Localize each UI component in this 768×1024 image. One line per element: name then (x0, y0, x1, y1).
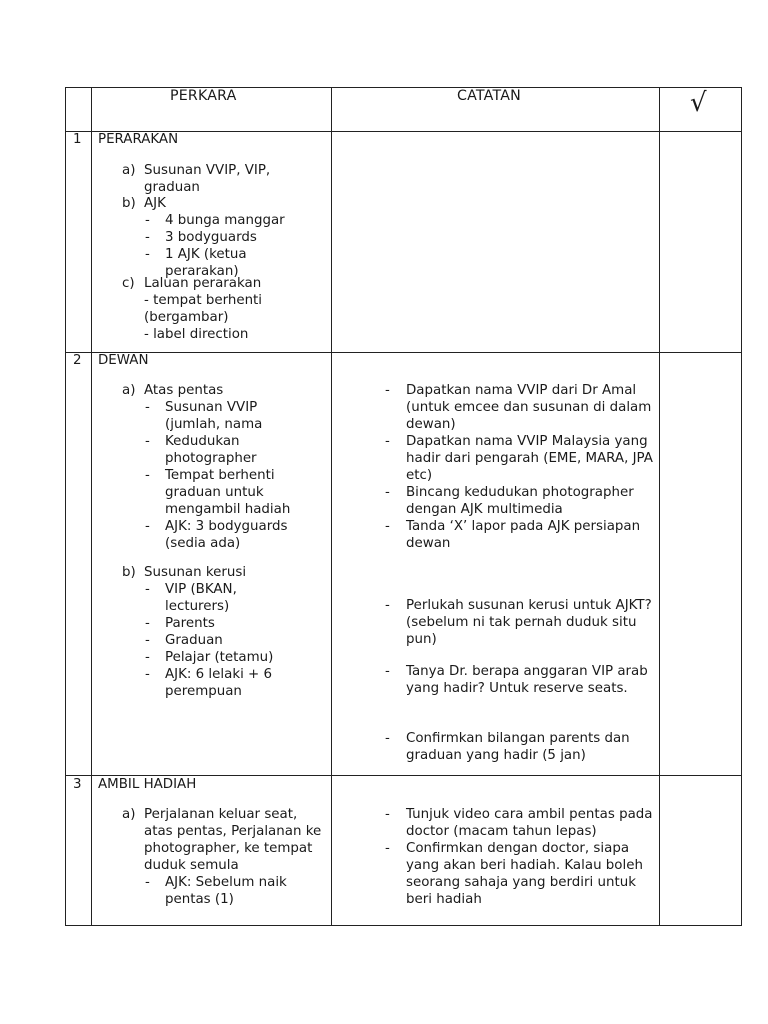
note-item: - Dapatkan nama VVIP dari Dr Amal (untuk emcee dan susunan di dalam dewan) (383, 382, 655, 433)
note-item: - Confirmkan bilangan parents dan graduan yang hadir (5 jan) (383, 730, 655, 764)
sub-list-item: - AJK: 3 bodyguards (sedia ada) (141, 518, 303, 552)
sub-list (141, 399, 303, 552)
sub-list-item: - Kedudukan photographer (141, 433, 303, 467)
sub-list-item: - AJK: 6 lelaki + 6 perempuan (141, 666, 303, 700)
notes-list (383, 597, 655, 648)
row-number: 2 (73, 353, 82, 368)
sub-list (141, 581, 303, 700)
table-border-right (741, 87, 742, 926)
sub-list-item: - Parents (141, 615, 303, 632)
list-item (122, 195, 322, 280)
sub-list-item: - VIP (BKAN, lecturers) (141, 581, 303, 615)
note-item: - Perlukah susunan kerusi untuk AJKT? (sebelum ni tak pernah duduk situ pun) (383, 597, 655, 648)
table-border-bottom (65, 925, 742, 926)
item-label: b) (122, 196, 136, 211)
row-title: PERARAKAN (98, 132, 179, 147)
item-text: Atas pentas (144, 383, 224, 398)
row-number: 3 (73, 777, 82, 792)
row-title: DEWAN (98, 353, 149, 368)
item-text: Laluan perarakan (144, 276, 262, 291)
list-item (122, 275, 322, 343)
item-label: a) (122, 807, 136, 822)
row-title: AMBIL HADIAH (98, 777, 197, 792)
table-row-divider (65, 352, 742, 353)
item-text: Susunan VVIP, VIP, graduan (144, 163, 271, 195)
item-label: c) (122, 276, 135, 291)
column-header-catatan: CATATAN (457, 88, 521, 104)
notes-list (383, 806, 655, 908)
table-col-divider (91, 87, 92, 926)
note-item: - Dapatkan nama VVIP Malaysia yang hadir dari pengarah (EME, MARA, JPA etc) (383, 433, 655, 484)
sub-list-item: - 1 AJK (ketua perarakan) (141, 246, 291, 280)
note-item: - Tanda ‘X’ lapor pada AJK persiapan dewan (383, 518, 655, 552)
note-item: - Tunjuk video cara ambil pentas pada doctor (macam tahun lepas) (383, 806, 655, 840)
table-col-divider (659, 87, 660, 926)
item-text: Perjalanan keluar seat, atas pentas, Perjalanan ke photographer, ke tempat duduk semula (144, 807, 322, 873)
sub-list (141, 212, 291, 280)
check-mark-header: √ (690, 88, 707, 118)
item-line: - label direction (144, 327, 249, 342)
item-line: - tempat berhenti (144, 293, 263, 308)
list-item (122, 564, 327, 700)
item-text: Susunan kerusi (144, 565, 247, 580)
sub-list-item: - Pelajar (tetamu) (141, 649, 303, 666)
table-border-left (65, 87, 66, 926)
sub-list-item: - Graduan (141, 632, 303, 649)
list-item (122, 162, 302, 196)
notes-list (383, 663, 655, 697)
note-item: - Confirmkan dengan doctor, siapa yang akan beri hadiah. Kalau boleh seorang sahaja yang berdiri untuk beri hadiah (383, 840, 655, 908)
item-label: a) (122, 383, 136, 398)
sub-list-item: - AJK: Sebelum naik pentas (1) (141, 874, 303, 908)
item-label: a) (122, 163, 136, 178)
sub-list-item: - 3 bodyguards (141, 229, 291, 246)
column-header-perkara: PERKARA (170, 88, 237, 104)
sub-list-item: - Tempat berhenti graduan untuk mengambil hadiah (141, 467, 303, 518)
note-item: - Tanya Dr. berapa anggaran VIP arab yang hadir? Untuk reserve seats. (383, 663, 655, 697)
note-item: - Bincang kedudukan photographer dengan AJK multimedia (383, 484, 655, 518)
sub-list-item: - Susunan VVIP (jumlah, nama (141, 399, 303, 433)
list-item (122, 806, 327, 908)
sub-list-item: - 4 bunga manggar (141, 212, 291, 229)
sub-list (141, 874, 303, 908)
notes-list (383, 382, 655, 552)
row-number: 1 (73, 132, 82, 147)
item-line: (bergambar) (144, 310, 229, 325)
item-text: AJK (144, 196, 166, 211)
list-item (122, 382, 327, 552)
item-label: b) (122, 565, 136, 580)
table-col-divider (331, 87, 332, 926)
table-border-top (65, 87, 742, 88)
notes-list (383, 730, 655, 764)
